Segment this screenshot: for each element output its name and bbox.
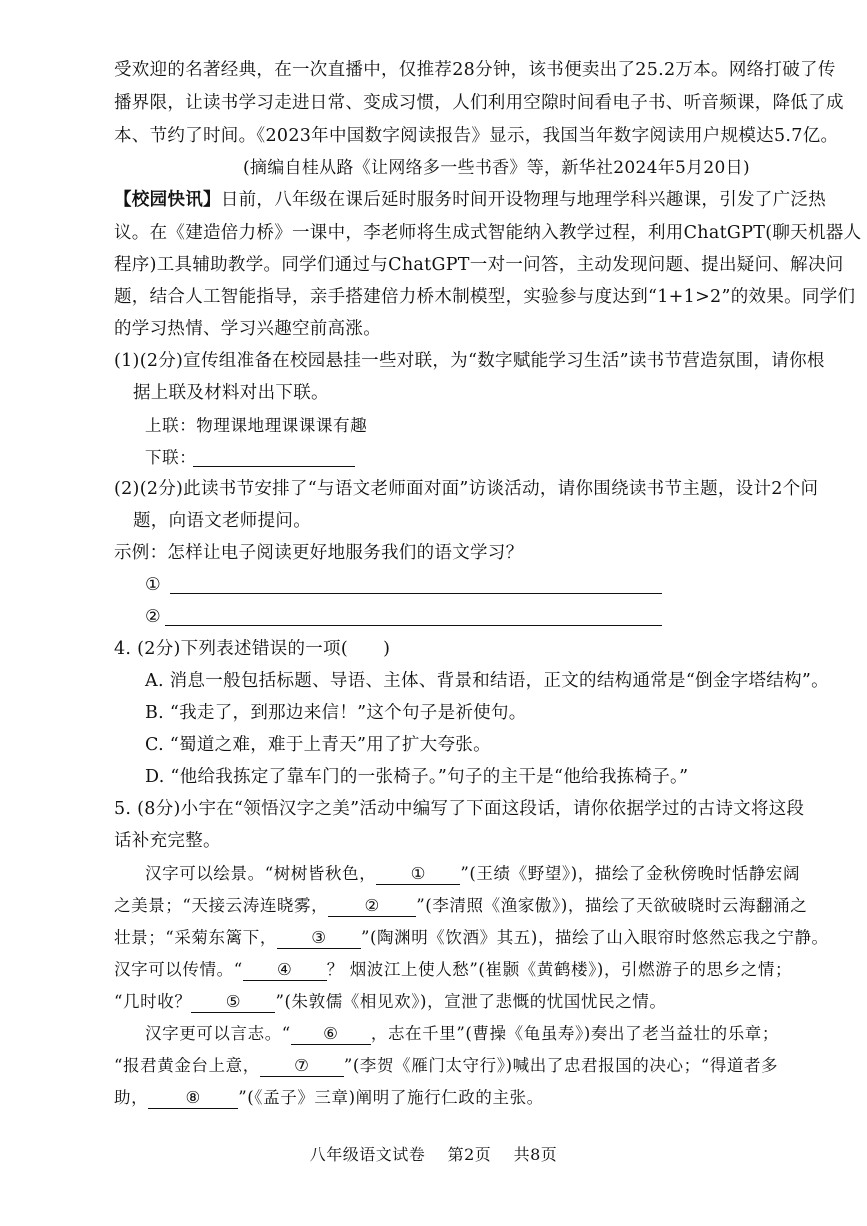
q5-text: “几时收？	[114, 992, 192, 1011]
campus-line3: 程序)工具辅助教学。同学们通过与ChatGPT一对一问答，主动发现问题、提出疑问、解决问	[114, 255, 844, 275]
q5-text: ”(朱敦儒《相见欢》)，宣泄了悲慨的忧国忧民之情。	[275, 992, 667, 1011]
q4-stem: 4. (2分)下列表述错误的一项( )	[114, 639, 391, 659]
footer-subject: 八年级语文试卷	[309, 1145, 426, 1164]
q5-p1-line1	[145, 862, 800, 886]
q5-text: ，志在千里”(曹操《龟虽寿》)奏出了老当益壮的乐章；	[370, 1024, 780, 1043]
q5-p1-line3	[114, 926, 829, 950]
q2-example: 示例：怎样让电子阅读更好地服务我们的语文学习？	[114, 543, 524, 563]
q2-answer-line1[interactable]	[170, 593, 662, 594]
q2-mark1: ①	[145, 575, 161, 595]
q5-text: ？ 烟波江上使人愁”(崔颢《黄鹤楼》)，引燃游子的思乡之情；	[326, 960, 793, 979]
q5-text: 汉字可以绘景。“树树皆秋色，	[145, 864, 377, 883]
q5-text: ”(陶渊明《饮酒》其五)，描绘了山入眼帘时悠然忘我之宁静。	[360, 928, 829, 947]
q4-option-d: D. “他给我拣定了靠车门的一张椅子。”句子的主干是“他给我拣椅子。”	[145, 767, 689, 787]
q5-text: ”(《孟子》三章)阐明了施行仁政的主张。	[238, 1088, 544, 1107]
campus-tag: 【校园快讯】	[114, 190, 221, 210]
campus-line1	[114, 188, 826, 212]
q5-p1-line4	[114, 958, 792, 982]
source-citation: (摘编自桂从路《让网络多一些书香》等，新华社2024年5月20日)	[243, 158, 750, 178]
q5-blank-6[interactable]: ⑥	[291, 1024, 371, 1045]
q1-lower-label: 下联：	[145, 448, 197, 467]
q5-blank-7[interactable]: ⑦	[260, 1056, 344, 1077]
q5-text: 助，	[114, 1088, 149, 1107]
q4-option-a: A. 消息一般包括标题、导语、主体、背景和结语，正文的结构通常是“倒金字塔结构”。	[145, 671, 829, 691]
q4-option-b: B. “我走了，到那边来信！”这个句子是祈使句。	[145, 703, 527, 723]
q5-p2-line3	[114, 1086, 544, 1110]
para1-line3: 本、节约了时间。《2023年中国数字阅读报告》显示，我国当年数字阅读用户规模达5.7亿。	[114, 126, 839, 146]
q5-p1-line5	[114, 990, 667, 1014]
q2-line1: (2)(2分)此读书节安排了“与语文老师面对面”访谈活动，请你围绕读书节主题，设计2个问	[114, 479, 819, 499]
q5-p1-line2	[114, 894, 807, 918]
campus-line5: 的学习热情、学习兴趣空前高涨。	[114, 319, 381, 339]
campus-line2: 议。在《建造倍力桥》一课中，李老师将生成式智能纳入教学过程，利用ChatGPT(聊天机器人	[114, 223, 862, 243]
q5-blank-2[interactable]: ②	[328, 896, 416, 917]
q5-text: 汉字可以传情。“	[114, 960, 243, 979]
footer-total-pages: 共8页	[513, 1145, 558, 1164]
q5-stem-line2: 话补充完整。	[114, 831, 221, 851]
q5-text: 汉字更可以言志。“	[145, 1024, 291, 1043]
q2-answer-line2[interactable]	[165, 625, 662, 626]
page-footer	[0, 1142, 867, 1165]
q5-text: ”(王绩《野望》)，描绘了金秋傍晚时恬静宏阔	[460, 864, 801, 883]
q5-blank-5[interactable]: ⑤	[191, 992, 275, 1013]
q5-p2-line1	[145, 1022, 779, 1046]
para1-line1: 受欢迎的名著经典，在一次直播中，仅推荐28分钟，该书便卖出了25.2万本。网络打破了传	[114, 60, 836, 80]
q1-upper-couplet: 上联：物理课地理课课课有趣	[145, 416, 368, 435]
q5-blank-1[interactable]: ①	[376, 864, 460, 885]
q5-p2-line2	[114, 1054, 778, 1078]
q5-text: ”(李贺《雁门太守行》)喊出了忠君报国的决心；“得道者多	[343, 1056, 779, 1075]
q5-blank-3[interactable]: ③	[277, 928, 361, 949]
q2-mark2: ②	[145, 607, 161, 627]
q5-text: ”(李清照《渔家傲》)，描绘了天欲破晓时云海翻涌之	[416, 896, 808, 915]
q5-stem-line1: 5. (8分)小宇在“领悟汉字之美”活动中编写了下面这段话，请你依据学过的古诗文将这段	[114, 799, 805, 819]
q5-text: 之美景；“天接云涛连晓雾，	[114, 896, 329, 915]
q1-line2: 据上联及材料对出下联。	[133, 383, 329, 403]
q1-answer-line[interactable]	[193, 466, 355, 467]
q5-blank-4[interactable]: ④	[243, 960, 327, 981]
q5-text: “报君黄金台上意，	[114, 1056, 260, 1075]
q2-line2: 题，向语文老师提问。	[133, 511, 311, 531]
q4-option-c: C. “蜀道之难，难于上青天”用了扩大夸张。	[145, 735, 491, 755]
footer-page-number: 第2页	[447, 1145, 492, 1164]
q5-blank-8[interactable]: ⑧	[148, 1088, 238, 1109]
para1-line2: 播界限，让读书学习走进日常、变成习惯，人们利用空隙时间看电子书、听音频课，降低了成	[114, 93, 844, 113]
campus-line4: 题，结合人工智能指导，亲手搭建倍力桥木制模型，实验参与度达到“1+1>2”的效果。同学们	[114, 287, 856, 307]
q5-text: 壮景；“采菊东篱下，	[114, 928, 277, 947]
q1-line1: (1)(2分)宣传组准备在校园悬挂一些对联，为“数字赋能学习生活”读书节营造氛围，请你根	[114, 351, 825, 371]
campus-text: 日前，八年级在课后延时服务时间开设物理与地理学科兴趣课，引发了广泛热	[220, 190, 827, 210]
